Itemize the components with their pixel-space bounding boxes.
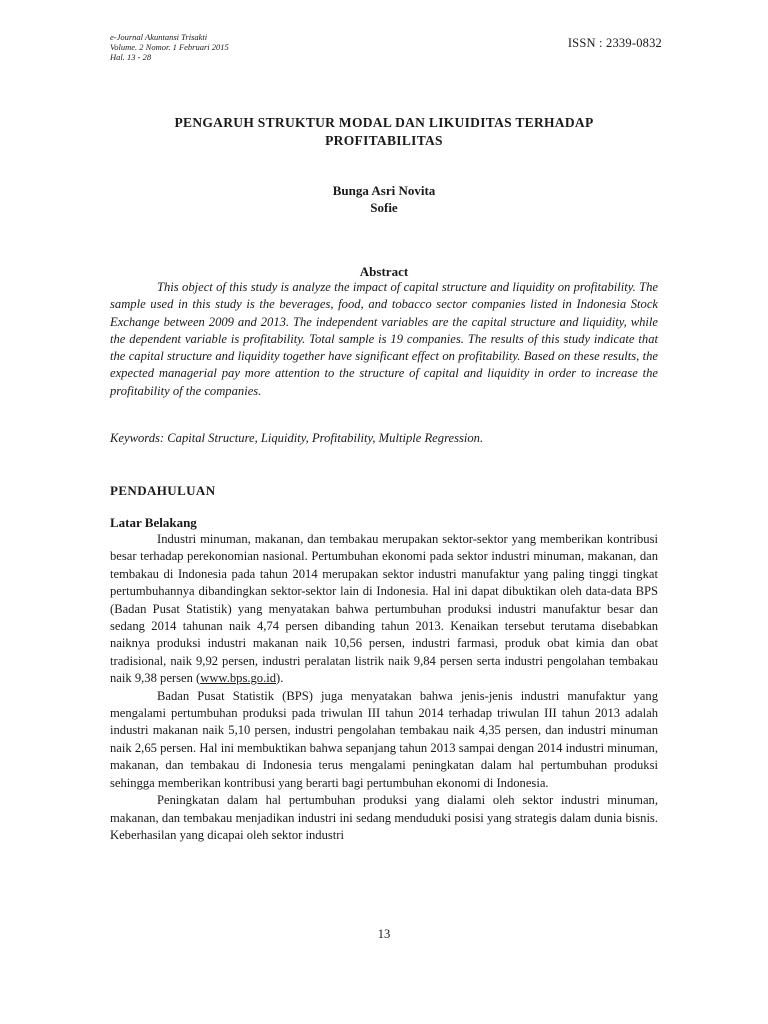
abstract-text: This object of this study is analyze the impact of capital structure and liquidity on profitability. The sample used in this study is the beverages, food, and tobacco sector companies listed in Indonesia Stock Exchange between 2009 and 2013. The independent variables are the capital structure and liquidity, while the dependent variable is profitability. Total sample is 19 companies. The results of this study indicate that the capital structure and liquidity together have significant effect on profitability. Based on these results, the expected managerial pay more attention to the structure of capital and liquidity in order to increase the profitability of the companies. — [110, 280, 658, 398]
journal-name: e-Journal Akuntansi Trisakti — [110, 32, 208, 42]
title-line-1: PENGARUH STRUKTUR MODAL DAN LIKUIDITAS TERHADAP — [174, 115, 594, 130]
journal-header — [110, 32, 229, 62]
author-1: Bunga Asri Novita — [332, 183, 436, 198]
paper-title — [110, 114, 658, 150]
body-text — [110, 531, 658, 844]
paragraph-1-end: ). — [276, 671, 284, 686]
paragraph-1-text: Industri minuman, makanan, dan tembakau merupakan sektor-sektor yang memberikan kontribusi besar terhadap perekonomian nasional. Pertumbuhan ekonomi pada sektor industri minuman, makanan, dan tembakau di Indonesia pada tahun 2014 merupakan sektor industri manufaktur yang paling tinggi tingkat pertumbuhannya dibandingkan sektor-sektor lain di Indonesia. Hal ini dapat dibuktikan oleh data-data BPS (Badan Pusat Statistik) yang menyatakan bahwa pertumbuhan produksi industri manufaktur besar dan sedang 2014 tahunan naik 4,74 persen dibanding tahun 2013. Kenaikan tersebut terutama disebabkan naiknya produksi industri makanan naik 10,56 persen, industri farmasi, produk obat kimia dan obat tradisional, naik 9,92 persen, industri peralatan listrik naik 9,84 persen serta industri pengolahan tembakau naik 9,38 persen ( — [110, 532, 658, 686]
abstract-heading: Abstract — [359, 264, 409, 279]
section-heading: PENDAHULUAN — [110, 483, 216, 498]
subsection-heading: Latar Belakang — [110, 515, 197, 530]
author-2: Sofie — [370, 200, 398, 215]
title-line-2: PROFITABILITAS — [325, 133, 443, 148]
paragraph-3: Peningkatan dalam hal pertumbuhan produksi yang dialami oleh sektor industri minuman, makanan, dan tembakau menjadikan industri ini sedang menduduki posisi yang strategis dalam dunia bisnis. Keberhasilan yang dicapai oleh sektor industri — [110, 793, 658, 842]
bps-link[interactable]: www.bps.go.id — [200, 671, 277, 686]
keywords: Keywords: Capital Structure, Liquidity, Profitability, Multiple Regression. — [110, 431, 484, 445]
journal-pages: Hal. 13 - 28 — [110, 52, 152, 62]
issn-label: ISSN : 2339-0832 — [567, 36, 662, 50]
paragraph-2: Badan Pusat Statistik (BPS) juga menyatakan bahwa jenis-jenis industri manufaktur yang mengalami pertumbuhan produksi pada triwulan III tahun 2014 terhadap triwulan III tahun 2013 adalah industri makanan naik 5,10 persen, industri pengolahan tembakau naik 4,35 persen, dan industri minuman naik 2,65 persen. Hal ini membuktikan bahwa sepanjang tahun 2013 sampai dengan 2014 industri minuman, makanan, dan tembakau di Indonesia terus mengalami peningkatan dalam hal pertumbuhan produksi sehingga memberikan kontribusi yang berarti bagi pertumbuhan ekonomi di Indonesia. — [110, 688, 658, 790]
paragraph-1 — [110, 531, 658, 688]
journal-volume: Volume. 2 Nomor. 1 Februari 2015 — [110, 42, 229, 52]
author-list — [110, 182, 658, 216]
page-number: 13 — [377, 927, 391, 941]
